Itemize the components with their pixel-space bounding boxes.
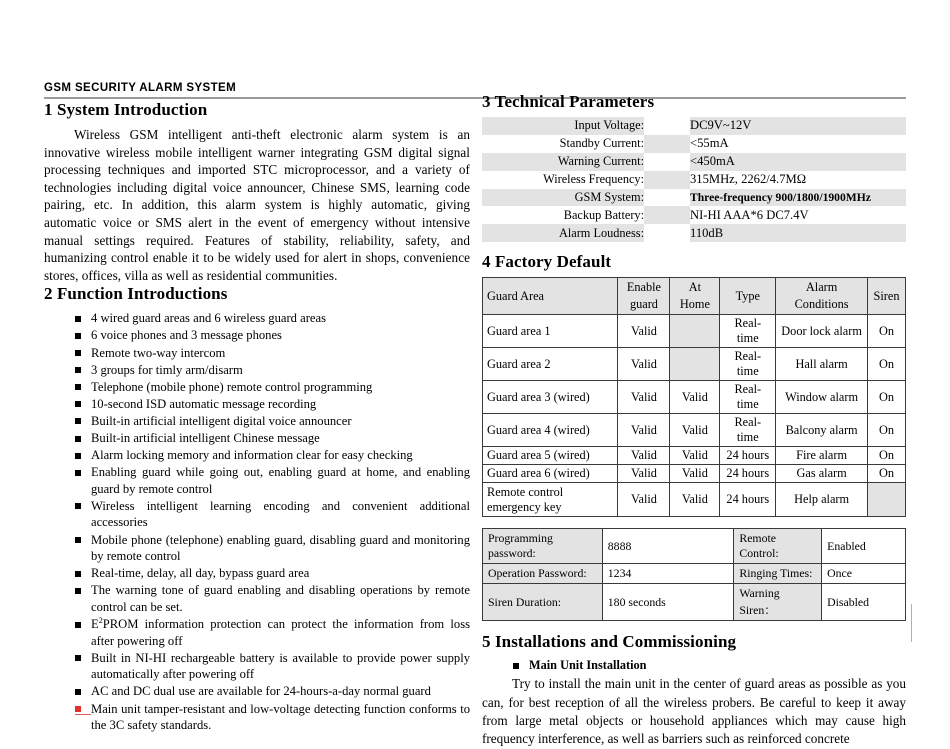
list-item-label: Mobile phone (telephone) enabling guard, disabling guard and monitoring by remote control <box>91 532 470 564</box>
column-header-type <box>720 278 776 315</box>
table-row <box>483 414 906 447</box>
parameter-value: DC9V~12V <box>690 117 906 135</box>
cell-alarm-conditions: Window alarm <box>776 381 868 414</box>
settings-table <box>482 528 906 621</box>
list-item <box>44 362 470 379</box>
table-row <box>482 189 906 207</box>
square-bullet-icon <box>75 503 81 509</box>
list-item-highlighted <box>44 701 470 734</box>
parameter-label: Warning Current: <box>482 153 644 171</box>
table-row <box>483 381 906 414</box>
list-item <box>44 498 470 531</box>
setting-label-programming-password: Programming password: <box>483 529 603 564</box>
table-row <box>483 564 906 584</box>
table-row <box>482 171 906 189</box>
table-header-row <box>483 278 906 315</box>
table-row <box>483 315 906 348</box>
column-header-siren <box>868 278 906 315</box>
list-item <box>44 345 470 362</box>
cell-alarm-conditions: Fire alarm <box>776 447 868 465</box>
list-item-label: 3 groups for timly arm/disarm <box>91 362 243 377</box>
setting-value-operation-password: 1234 <box>602 564 734 584</box>
cell-type: 24 hours <box>720 447 776 465</box>
cell-enable-guard: Valid <box>618 483 670 517</box>
parameter-label: Backup Battery: <box>563 207 644 222</box>
square-bullet-icon <box>75 537 81 543</box>
list-item <box>44 379 470 396</box>
cell-at-home: Valid <box>670 414 720 447</box>
parameter-label: Wireless Frequency: <box>543 172 644 187</box>
page-edge-marker <box>911 604 912 642</box>
parameter-value: NI-HI AAA*6 DC7.4V <box>690 207 809 222</box>
cell-alarm-conditions: Help alarm <box>776 483 868 517</box>
section-heading-system-introduction: 1 System Introduction <box>44 100 208 119</box>
list-item-label: 10-second ISD automatic message recording <box>91 396 317 411</box>
cell-type: 24 hours <box>720 483 776 517</box>
list-item-label: Main unit tamper-resistant and low-voltage detecting function conforms to the 3C safety standards. <box>91 701 470 733</box>
cell-type: 24 hours <box>720 465 776 483</box>
column-header-line1: Siren <box>873 288 900 303</box>
list-item-label: Built-in artificial intelligent Chinese message <box>91 431 320 445</box>
setting-value-warning-siren: Disabled <box>822 584 906 621</box>
list-item-label: Built in NI-HI rechargeable battery is available to provide power supply automatically after powering off <box>91 650 470 682</box>
square-bullet-icon <box>75 384 81 390</box>
left-column <box>44 100 470 734</box>
installation-paragraph: Try to install the main unit in the center of guard areas as possible as you can, for best reception of all the wireless probers. Be careful to keep it away from large metal objects or household appliances which may cause high frequency interference, as well as barriers such as reinforced concrete <box>482 676 906 747</box>
cell-alarm-conditions: Gas alarm <box>776 465 868 483</box>
cell-at-home: Valid <box>670 465 720 483</box>
cell-enable-guard: Valid <box>618 348 670 381</box>
eprom-superscript: 2 <box>98 615 103 625</box>
list-item <box>44 396 470 413</box>
eprom-prefix: E <box>91 617 99 632</box>
cell-alarm-conditions: Balcony alarm <box>776 414 868 447</box>
square-bullet-icon <box>75 333 81 339</box>
table-row <box>483 483 906 517</box>
setting-value-siren-duration: 180 seconds <box>602 584 734 621</box>
cell-siren: On <box>868 381 906 414</box>
list-item-label: Enabling guard while going out, enabling guard at home, and enabling guard by remote control <box>91 465 470 496</box>
system-introduction-paragraph: Wireless GSM intelligent anti-theft electronic alarm system is an innovative wireless mobile intelligent warner integrating GSM digital signal processing techniques and imported STC microprocessor, and a variety of technologies including digital voice announcer, Chinese SMS, learning code pairing, etc. In addition, this alarm system is highly automatic, giving automatic voice or SMS alert in the event of emergency without intensive manual settings required. Features of stability, reliability, safety, and humanizing control enable it to be widely used for alert in shops, convenience stores, offices, villa as well as residential communities. <box>44 127 470 283</box>
list-item-label: Real-time, delay, all day, bypass guard area <box>91 566 310 581</box>
cell-type: Real-time <box>720 315 776 348</box>
setting-label-warning-siren: Warning Siren： <box>734 584 822 621</box>
parameter-label: GSM System: <box>482 189 644 207</box>
setting-label-ringing-times: Ringing Times: <box>734 564 822 584</box>
list-item-label: Built-in artificial intelligent digital voice announcer <box>91 413 352 428</box>
parameter-label: Alarm Loudness: <box>482 224 644 242</box>
list-item-label: Remote two-way intercom <box>91 345 226 360</box>
list-item-label: The warning tone of guard enabling and disabling operations by remote control can be set. <box>91 583 470 614</box>
cell-siren: On <box>868 315 906 348</box>
parameter-label: Input Voltage: <box>482 117 644 135</box>
column-header-line1: Enable <box>626 280 662 295</box>
cell-siren: On <box>868 447 906 465</box>
list-item <box>44 430 470 447</box>
list-item-label: Telephone (mobile phone) remote control programming <box>91 379 373 394</box>
cell-guard-area: Guard area 4 (wired) <box>483 414 618 447</box>
table-row <box>483 529 906 564</box>
running-header-title: GSM SECURITY ALARM SYSTEM <box>44 82 237 94</box>
function-list <box>44 310 470 733</box>
section-heading-technical-parameters: 3 Technical Parameters <box>482 92 655 111</box>
spacer-cell <box>644 224 690 242</box>
table-row <box>483 447 906 465</box>
column-header-enable-guard <box>618 278 670 315</box>
square-bullet-icon <box>75 350 81 356</box>
cell-guard-area: Guard area 5 (wired) <box>483 447 618 465</box>
column-header-line1: Type <box>735 288 760 303</box>
cell-type: Real-time <box>720 348 776 381</box>
cell-guard-area: Guard area 2 <box>483 348 618 381</box>
list-item <box>44 464 470 497</box>
column-header-guard-area <box>483 278 618 315</box>
cell-guard-area: Guard area 3 (wired) <box>483 381 618 414</box>
parameter-value: <450mA <box>690 153 906 171</box>
parameter-value: 315MHz, 2262/4.7MΩ <box>690 172 807 187</box>
spacer-cell <box>644 189 690 207</box>
cell-at-home: Valid <box>670 483 720 517</box>
installation-subheading-label: Main Unit Installation <box>529 658 647 673</box>
spacer-cell <box>644 135 690 153</box>
cell-alarm-conditions: Hall alarm <box>776 348 868 381</box>
cell-enable-guard: Valid <box>618 315 670 348</box>
table-row <box>483 348 906 381</box>
parameter-value: Three-frequency 900/1800/1900MHz <box>690 189 906 207</box>
list-item <box>44 532 470 565</box>
parameter-value: 110dB <box>690 224 906 242</box>
square-bullet-icon <box>75 571 81 577</box>
right-column <box>482 92 906 749</box>
table-row <box>483 584 906 621</box>
table-row <box>482 135 906 153</box>
cell-at-home <box>670 348 720 381</box>
column-header-alarm-conditions <box>776 278 868 315</box>
square-bullet-icon <box>75 436 81 442</box>
column-header-line1: At <box>688 280 702 295</box>
cell-at-home: Valid <box>670 447 720 465</box>
parameter-label: Standby Current: <box>559 136 644 151</box>
setting-label-operation-password: Operation Password: <box>483 564 603 584</box>
list-item-label: Alarm locking memory and information clear for easy checking <box>91 448 413 463</box>
cell-at-home: Valid <box>670 381 720 414</box>
column-header-line2: guard <box>629 297 658 312</box>
square-bullet-icon <box>75 316 81 322</box>
section-heading-function-introductions: 2 Function Introductions <box>44 284 228 304</box>
column-header-line1: Guard Area <box>487 288 545 303</box>
table-row <box>482 224 906 242</box>
column-header-line1: Alarm <box>805 280 838 295</box>
table-row <box>482 206 906 224</box>
square-bullet-icon <box>75 401 81 407</box>
spacer-cell <box>644 117 690 135</box>
list-item-label: 6 voice phones and 3 message phones <box>91 328 282 343</box>
list-item <box>44 327 470 344</box>
square-bullet-icon <box>75 367 81 373</box>
setting-value-remote-control: Enabled <box>822 529 906 564</box>
section-heading-installations: 5 Installations and Commissioning <box>482 632 737 652</box>
list-item-label: 4 wired guard areas and 6 wireless guard areas <box>91 311 326 326</box>
list-item-eprom <box>44 616 470 649</box>
cell-at-home <box>670 315 720 348</box>
setting-value-programming-password: 8888 <box>602 529 734 564</box>
spacer-cell <box>644 171 690 189</box>
table-row <box>482 153 906 171</box>
spacer-cell <box>644 206 690 224</box>
column-header-line2: Conditions <box>794 297 849 312</box>
square-bullet-icon <box>75 588 81 594</box>
column-header-line2: Home <box>679 297 710 312</box>
square-bullet-icon <box>75 418 81 424</box>
column-header-at-home <box>670 278 720 315</box>
square-bullet-icon <box>75 706 81 712</box>
list-item <box>44 447 470 464</box>
square-bullet-icon <box>75 453 81 459</box>
cell-type: Real-time <box>720 381 776 414</box>
setting-label-siren-duration: Siren Duration: <box>483 584 603 621</box>
installations-section <box>482 632 906 749</box>
spacer-cell <box>644 153 690 171</box>
list-item <box>44 413 470 430</box>
square-bullet-icon <box>75 689 81 695</box>
installation-subheading <box>482 657 906 674</box>
list-item <box>44 310 470 327</box>
section-heading-factory-default: 4 Factory Default <box>482 252 612 272</box>
square-bullet-icon <box>75 470 81 476</box>
cell-siren: On <box>868 465 906 483</box>
square-bullet-icon <box>513 663 519 669</box>
cell-siren: On <box>868 414 906 447</box>
cell-guard-area: Guard area 1 <box>483 315 618 348</box>
cell-siren: On <box>868 348 906 381</box>
cell-type: Real-time <box>720 414 776 447</box>
factory-default-table <box>482 277 906 517</box>
cell-guard-area: Guard area 6 (wired) <box>483 465 618 483</box>
list-item <box>44 650 470 683</box>
cell-enable-guard: Valid <box>618 381 670 414</box>
list-item <box>44 582 470 615</box>
red-underline-mark <box>75 714 91 715</box>
cell-enable-guard: Valid <box>618 465 670 483</box>
square-bullet-icon <box>75 622 81 628</box>
cell-enable-guard: Valid <box>618 414 670 447</box>
cell-siren <box>868 483 906 517</box>
list-item <box>44 683 470 700</box>
cell-alarm-conditions: Door lock alarm <box>776 315 868 348</box>
list-item <box>44 565 470 582</box>
square-bullet-icon <box>75 655 81 661</box>
list-item-label: PROM information protection can protect the information from loss after powering off <box>91 617 470 648</box>
cell-guard-area: Remote control emergency key <box>483 483 618 517</box>
cell-enable-guard: Valid <box>618 447 670 465</box>
parameter-value: <55mA <box>690 136 729 151</box>
table-row <box>483 465 906 483</box>
list-item-label: AC and DC dual use are available for 24-hours-a-day normal guard <box>91 684 431 699</box>
list-item-label: Wireless intelligent learning encoding and convenient additional accessories <box>91 498 470 530</box>
table-row <box>482 117 906 135</box>
setting-label-remote-control: Remote Control: <box>734 529 822 564</box>
technical-parameters-table <box>482 117 906 242</box>
setting-value-ringing-times: Once <box>822 564 906 584</box>
